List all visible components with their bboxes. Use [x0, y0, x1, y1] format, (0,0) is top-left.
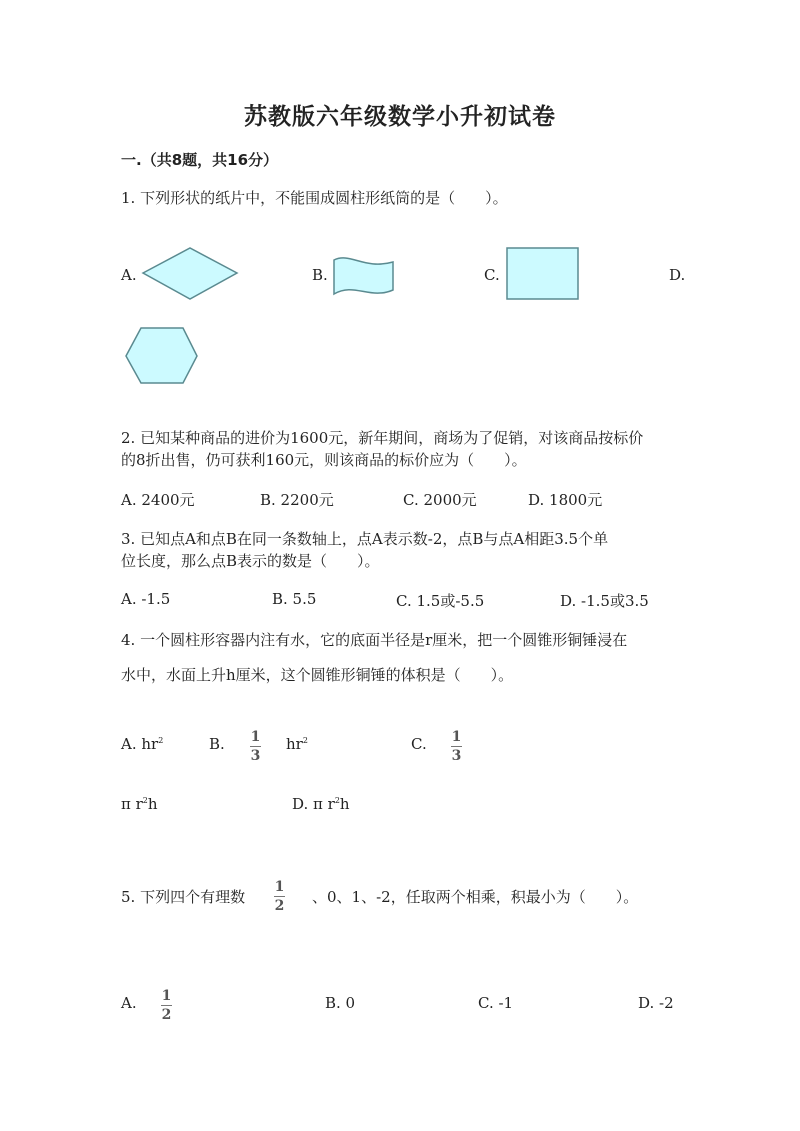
q3-option-d: D. -1.5或3.5	[560, 592, 649, 610]
q4-option-b-fraction	[250, 729, 261, 764]
fraction-bar	[250, 746, 261, 747]
q4-option-c-exponent: 2	[142, 796, 148, 805]
q1-wavy-sheet-shape	[330, 254, 398, 300]
q5-option-d: D. -2	[638, 994, 674, 1012]
fraction-denominator: 3	[250, 748, 261, 764]
q3-option-c: C. 1.5或-5.5	[396, 592, 485, 610]
q4-option-c-continuation	[121, 795, 158, 813]
fraction-bar	[451, 746, 462, 747]
q4-option-d-h: h	[339, 795, 350, 813]
q4-option-c-pi-r: π r	[121, 795, 143, 813]
question-2-line-2: 的8折出售，仍可获利160元，则该商品的标价应为（ ）。	[121, 451, 527, 469]
fraction-bar	[274, 896, 285, 897]
q4-option-b-label: B.	[209, 735, 225, 753]
q3-option-a: A. -1.5	[121, 590, 171, 608]
question-3-line-2: 位长度，那么点B表示的数是（ ）。	[121, 552, 380, 570]
fraction-bar	[161, 1005, 172, 1006]
q1-option-b-label: B.	[312, 266, 328, 284]
q2-option-d: D. 1800元	[528, 491, 603, 509]
q4-option-a	[121, 735, 163, 753]
q1-option-a-label: A.	[121, 266, 137, 284]
q4-option-b-exponent: 2	[302, 736, 308, 745]
page-title: 苏教版六年级数学小升初试卷	[244, 104, 556, 130]
q5-option-a-fraction	[161, 988, 172, 1023]
fraction-denominator: 2	[274, 898, 285, 914]
fraction-numerator: 1	[451, 729, 462, 745]
fraction-numerator: 1	[274, 879, 285, 895]
fraction-numerator: 1	[250, 729, 261, 745]
section-heading: 一.（共8题，共16分）	[121, 151, 279, 169]
q1-hexagon-shape	[123, 325, 201, 387]
question-1-text: 1. 下列形状的纸片中，不能围成圆柱形纸筒的是（ ）。	[121, 189, 508, 207]
fraction-denominator: 3	[451, 748, 462, 764]
q4-option-a-text: A. hr	[121, 735, 159, 753]
q1-option-d-label: D.	[669, 266, 686, 284]
question-2-line-1: 2. 已知某种商品的进价为1600元，新年期间，商场为了促销，对该商品按标价	[121, 429, 644, 447]
rhombus-polygon	[143, 248, 237, 299]
q4-option-d	[292, 795, 350, 813]
q4-option-a-exponent: 2	[158, 736, 164, 745]
q2-option-b: B. 2200元	[260, 491, 334, 509]
q1-rhombus-shape	[140, 246, 240, 302]
fraction-numerator: 1	[161, 988, 172, 1004]
q4-option-b-text: hr	[286, 735, 303, 753]
rectangle-rect	[507, 248, 578, 299]
q1-rectangle-shape	[505, 246, 581, 302]
q5-fraction	[274, 879, 285, 914]
hexagon-polygon	[126, 328, 197, 383]
q4-option-b-expression	[286, 735, 308, 753]
question-4-line-1: 4. 一个圆柱形容器内注有水，它的底面半径是r厘米，把一个圆锥形铜锤浸在	[121, 631, 628, 649]
q4-option-c-h: h	[147, 795, 158, 813]
q4-option-d-text: D. π r	[292, 795, 335, 813]
q2-option-a: A. 2400元	[121, 491, 195, 509]
question-4-line-2: 水中，水面上升h厘米，这个圆锥形铜锤的体积是（ ）。	[121, 666, 514, 684]
q3-option-b: B. 5.5	[272, 590, 317, 608]
q4-option-c-fraction	[451, 729, 462, 764]
fraction-denominator: 2	[161, 1007, 172, 1023]
question-5-text-suffix: 、0、1、-2，任取两个相乘，积最小为（ ）。	[312, 888, 639, 906]
q5-option-a-label: A.	[121, 994, 137, 1012]
wavy-sheet-path	[334, 258, 393, 294]
question-3-line-1: 3. 已知点A和点B在同一条数轴上，点A表示数-2，点B与点A相距3.5个单	[121, 530, 609, 548]
q5-option-c: C. -1	[478, 994, 514, 1012]
q5-option-b: B. 0	[325, 994, 356, 1012]
q2-option-c: C. 2000元	[403, 491, 477, 509]
q1-option-c-label: C.	[484, 266, 500, 284]
question-5-text-prefix: 5. 下列四个有理数	[121, 888, 246, 906]
q4-option-c-label: C.	[411, 735, 427, 753]
q4-option-d-exponent: 2	[334, 796, 340, 805]
